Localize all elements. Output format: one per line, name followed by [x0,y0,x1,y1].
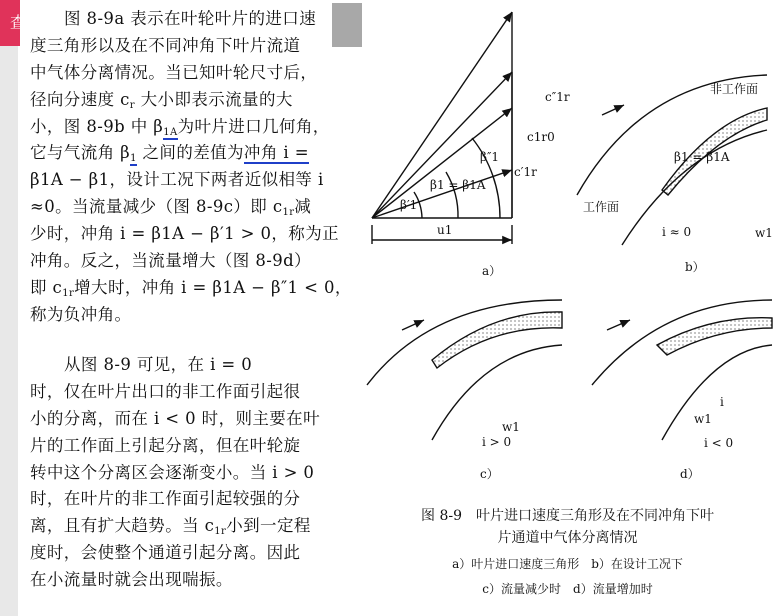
label-sub-a: a） [482,264,502,278]
text-line: 径向分速度 $c_r$ 大小即表示流量的大 [30,89,293,111]
text-line: 片的工作面上引起分离，但在叶轮旋 [30,435,301,455]
text-line: 它与气流角 $\beta_1$ 之间的差值为冲角 i = [30,143,309,165]
blade-i-positive [367,300,562,440]
text-line: ≈0。当流量减少（图 8-9c）即 $c_{1r}$减 [30,197,312,219]
label-beta-double-prime: β″1 [480,150,500,164]
text-line: 小的分离，而在 i < 0 时，则主要在叶 [30,408,320,428]
label-working-face: 工作面 [583,200,620,214]
text-line: 时，仅在叶片出口的非工作面引起很 [30,381,301,401]
label-w1-d: w1 [694,412,712,426]
label-c1r0: c1r0 [527,130,555,144]
text-column [0,0,352,616]
label-i-lt-zero: i < 0 [704,436,734,450]
figure-caption-title: 图 8-9 叶片进口速度三角形及在不同冲角下叶 [421,508,714,524]
left-margin-strip [0,0,18,616]
figure-caption-line2: 片通道中气体分离情况 [497,530,638,546]
text-line: 度时，会使整个通道引起分离。因此 [30,543,301,563]
label-u1: u1 [437,223,453,237]
velocity-triangle [372,12,512,244]
text-line: 图 8-9a 表示在叶轮叶片的进口速 [64,9,317,28]
label-c1r-prime: c′1r [514,165,537,179]
text-line: 时，在叶片的非工作面引起较强的分 [30,489,301,509]
text-line: 即 $c_{1r}$增大时，冲角 i = β1A − β″1 < 0， [30,277,352,299]
blade-i-negative [592,300,772,440]
text-line: β1A − β1，设计工况下两者近似相等 i [30,170,324,190]
figure-caption-sub2: c）流量减少时 d）流量增加时 [482,582,653,596]
label-beta-equal: β1 = β1A [430,178,486,192]
text-line: 中气体分离情况。当已知叶轮尺寸后， [30,62,318,82]
label-sub-d: d） [680,467,700,481]
text-line: 小，图 8-9b 中 $\beta_{1A}$为叶片进口几何角， [30,116,330,138]
text-line: 度三角形以及在不同冲角下叶片流道 [30,35,301,55]
label-sub-c: c） [480,467,499,481]
label-b-beta: β1 = β1A [674,150,730,164]
paragraph-1 [30,6,352,329]
text-line: 离，且有扩大趋势。当 $c_{1r}$小到一定程 [30,516,311,538]
paragraph-2 [30,352,330,594]
label-beta-prime: β′1 [400,198,418,212]
figure-caption-sub1: a）叶片进口速度三角形 b）在设计工况下 [452,557,683,571]
text-line: 转中这个分离区会逐渐变小。当 i > 0 [30,462,315,482]
text-line: 称为负冲角。 [30,304,132,324]
text-line: 从图 8-9 可见，在 i = 0 [64,355,253,374]
label-i-gt-zero: i > 0 [482,435,512,449]
label-sub-b: b） [685,260,705,274]
label-i-approx-zero: i ≈ 0 [662,225,692,239]
side-tab[interactable]: 查 [0,0,20,46]
label-i-d: i [720,395,724,409]
label-non-working-face: 非工作面 [710,82,759,96]
text-line: 冲角。反之，当流量增大（图 8-9d） [30,251,311,271]
text-line: 在小流量时就会出现喘振。 [30,570,233,590]
label-w1-c: w1 [502,420,520,434]
text-line: 少时，冲角 i = β1A − β′1 > 0，称为正 [30,224,340,244]
label-c1r-double-prime: c″1r [545,90,570,104]
label-w1-b: w1 [755,226,773,240]
blade-design-case [577,75,767,245]
scrollbar-thumb[interactable] [332,3,362,47]
figure-8-9 [362,0,773,616]
